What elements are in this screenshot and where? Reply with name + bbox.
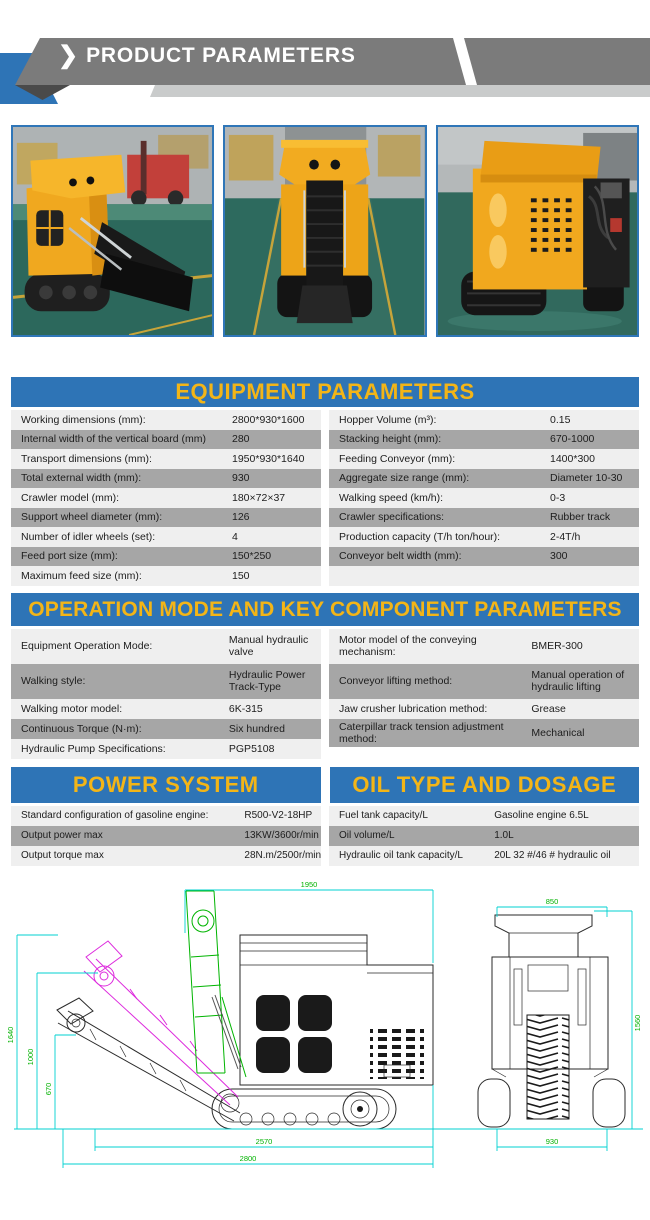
spec-label: Caterpillar track tension adjustment method: [339, 720, 504, 745]
dim-track-length: 2570 [255, 1136, 273, 1146]
spec-value: Six hundred [228, 722, 285, 735]
table-row [11, 566, 321, 586]
table-row [11, 846, 321, 866]
spec-label: Conveyor lifting method: [339, 675, 453, 687]
page-banner [0, 30, 650, 108]
table-row [329, 508, 639, 528]
spec-value: 300 [550, 550, 568, 563]
spec-value: 6K-315 [228, 702, 263, 715]
operation-section-header: OPERATION MODE AND KEY COMPONENT PARAMETERS [11, 593, 639, 626]
dim-discharge-max: 1000 [26, 1048, 35, 1065]
photo-front-illustration [225, 127, 424, 335]
dim-hopper-width: 850 [545, 896, 559, 906]
dual-section-headers [11, 767, 639, 803]
spec-value: 4 [232, 530, 238, 543]
spec-label: Motor model of the conveying mechanism: [339, 634, 477, 658]
power-oil-tables [11, 806, 639, 866]
chevron-icon: ❯ [58, 42, 79, 69]
operation-table [11, 629, 639, 759]
spec-label: Walking motor model: [21, 702, 123, 715]
table-row [11, 719, 321, 739]
cad-dimension-drawing [0, 877, 650, 1197]
table-row [329, 410, 639, 430]
table-row [11, 449, 321, 469]
spec-value: Grease [531, 702, 566, 715]
dim-overall-width: 930 [545, 1136, 559, 1146]
spec-label: Production capacity (T/h ton/hour): [339, 530, 501, 543]
oil-section-header: OIL TYPE AND DOSAGE [330, 767, 640, 803]
photo-side-illustration [13, 127, 212, 335]
spec-value: 0.15 [550, 413, 571, 426]
spec-value: 1.0L [494, 830, 514, 841]
spec-value: 1400*300 [550, 452, 595, 465]
table-row [11, 629, 321, 664]
spec-label: Number of idler wheels (set): [21, 530, 156, 543]
operation-table-right [329, 629, 639, 747]
table-row [11, 826, 321, 846]
spec-label: Fuel tank capacity/L [339, 810, 428, 821]
spec-value: 180×72×37 [232, 491, 286, 504]
product-photo-front-view[interactable] [223, 125, 426, 337]
photo-rear-illustration [438, 127, 637, 335]
table-row [329, 629, 639, 664]
product-photo-side-view[interactable] [11, 125, 214, 337]
power-table [11, 806, 321, 866]
spec-label: Total external width (mm): [21, 472, 142, 485]
table-row [329, 547, 639, 567]
spec-value: Diameter 10-30 [550, 472, 623, 485]
spec-label: Continuous Torque (N·m): [21, 722, 142, 735]
spec-label: Hydraulic oil tank capacity/L [339, 850, 463, 861]
spec-label: Standard configuration of gasoline engine: [21, 810, 209, 821]
spec-value: 930 [232, 472, 250, 485]
spec-label: Hydraulic Pump Specifications: [21, 742, 166, 755]
spec-value: Rubber track [550, 511, 611, 524]
spec-label: Hopper Volume (m³): [339, 413, 437, 426]
table-row [329, 846, 639, 866]
oil-table [329, 806, 639, 866]
table-row [329, 430, 639, 450]
spec-value: 1950*930*1640 [232, 452, 305, 465]
table-row [11, 430, 321, 450]
spec-value: 126 [232, 511, 250, 524]
spec-value: Manual operation of hydraulic lifting [531, 669, 625, 693]
page-title: PRODUCT PARAMETERS [86, 44, 356, 67]
spec-label: Support wheel diameter (mm): [21, 511, 163, 524]
table-row [329, 664, 639, 699]
product-photo-strip [0, 125, 650, 337]
table-row [11, 806, 321, 826]
spec-label: Walking style: [21, 675, 86, 687]
table-row [11, 547, 321, 567]
spec-label: Feeding Conveyor (mm): [339, 452, 456, 465]
rear-view-drawing [478, 915, 625, 1127]
table-row [329, 469, 639, 489]
spec-value: 150 [232, 569, 250, 582]
spec-value: 20L 32 #/46 # hydraulic oil [494, 850, 611, 861]
spec-value: PGP5108 [228, 742, 275, 755]
banner-light-stripe [0, 85, 650, 97]
table-row [11, 488, 321, 508]
spec-label: Feed port size (mm): [21, 550, 118, 563]
dim-rear-height: 1560 [633, 1014, 642, 1031]
table-row [11, 469, 321, 489]
table-row [11, 527, 321, 547]
side-view-drawing [57, 891, 433, 1129]
table-row [329, 699, 639, 719]
table-row [329, 488, 639, 508]
spec-label: Oil volume/L [339, 830, 395, 841]
spec-value: 150*250 [232, 550, 272, 563]
spec-value: Hydraulic Power Track-Type [228, 669, 306, 693]
spec-label: Output power max [21, 830, 103, 841]
spec-label: Internal width of the vertical board (mm) [21, 433, 206, 446]
power-section-header: POWER SYSTEM [11, 767, 321, 803]
spec-label: Crawler model (mm): [21, 491, 120, 504]
table-row [329, 527, 639, 547]
table-row [11, 410, 321, 430]
dim-overall-length: 2800 [239, 1153, 257, 1163]
operation-table-left [11, 629, 321, 759]
spec-value: Mechanical [531, 726, 585, 739]
table-row-empty [329, 566, 639, 586]
spec-label: Crawler specifications: [339, 511, 445, 524]
spec-value: Gasoline engine 6.5L [494, 810, 589, 821]
table-row [11, 739, 321, 759]
dim-overall-height: 1640 [6, 1026, 15, 1043]
spec-label: Conveyor belt width (mm): [339, 550, 462, 563]
spec-value: 13KW/3600r/min [244, 830, 319, 841]
spec-label: Maximum feed size (mm): [21, 569, 142, 582]
spec-value: 0-3 [550, 491, 566, 504]
banner-title-group [58, 44, 356, 68]
product-photo-rear-view[interactable] [436, 125, 639, 337]
spec-label: Equipment Operation Mode: [21, 640, 153, 652]
dim-transport-length: 1950 [300, 879, 318, 889]
table-row [329, 806, 639, 826]
table-row [11, 508, 321, 528]
spec-value: Manual hydraulic valve [228, 634, 309, 658]
spec-value: 2800*930*1600 [232, 413, 305, 426]
equipment-table-left [11, 410, 321, 586]
spec-value: 670-1000 [550, 433, 595, 446]
table-row [11, 699, 321, 719]
equipment-table-right [329, 410, 639, 586]
equipment-section-header: EQUIPMENT PARAMETERS [11, 377, 639, 407]
spec-value: 280 [232, 433, 250, 446]
dim-discharge-min: 670 [44, 1082, 53, 1095]
table-row [11, 664, 321, 699]
spec-value: R500-V2-18HP [244, 810, 313, 821]
discharge-conveyor-green [186, 891, 246, 1077]
spec-label: Output torque max [21, 850, 104, 861]
spec-label: Working dimensions (mm): [21, 413, 146, 426]
spec-value: BMER-300 [531, 640, 583, 652]
equipment-table [11, 410, 639, 586]
cad-svg [0, 877, 650, 1192]
spec-value: 2-4T/h [550, 530, 581, 543]
table-row [329, 826, 639, 846]
spec-label: Walking speed (km/h): [339, 491, 444, 504]
spec-value: 28N.m/2500r/min [244, 850, 322, 861]
spec-label: Jaw crusher lubrication method: [339, 702, 488, 715]
spec-label: Stacking height (mm): [339, 433, 442, 446]
table-row [329, 719, 639, 747]
spec-label: Transport dimensions (mm): [21, 452, 152, 465]
table-row [329, 449, 639, 469]
spec-label: Aggregate size range (mm): [339, 472, 470, 485]
